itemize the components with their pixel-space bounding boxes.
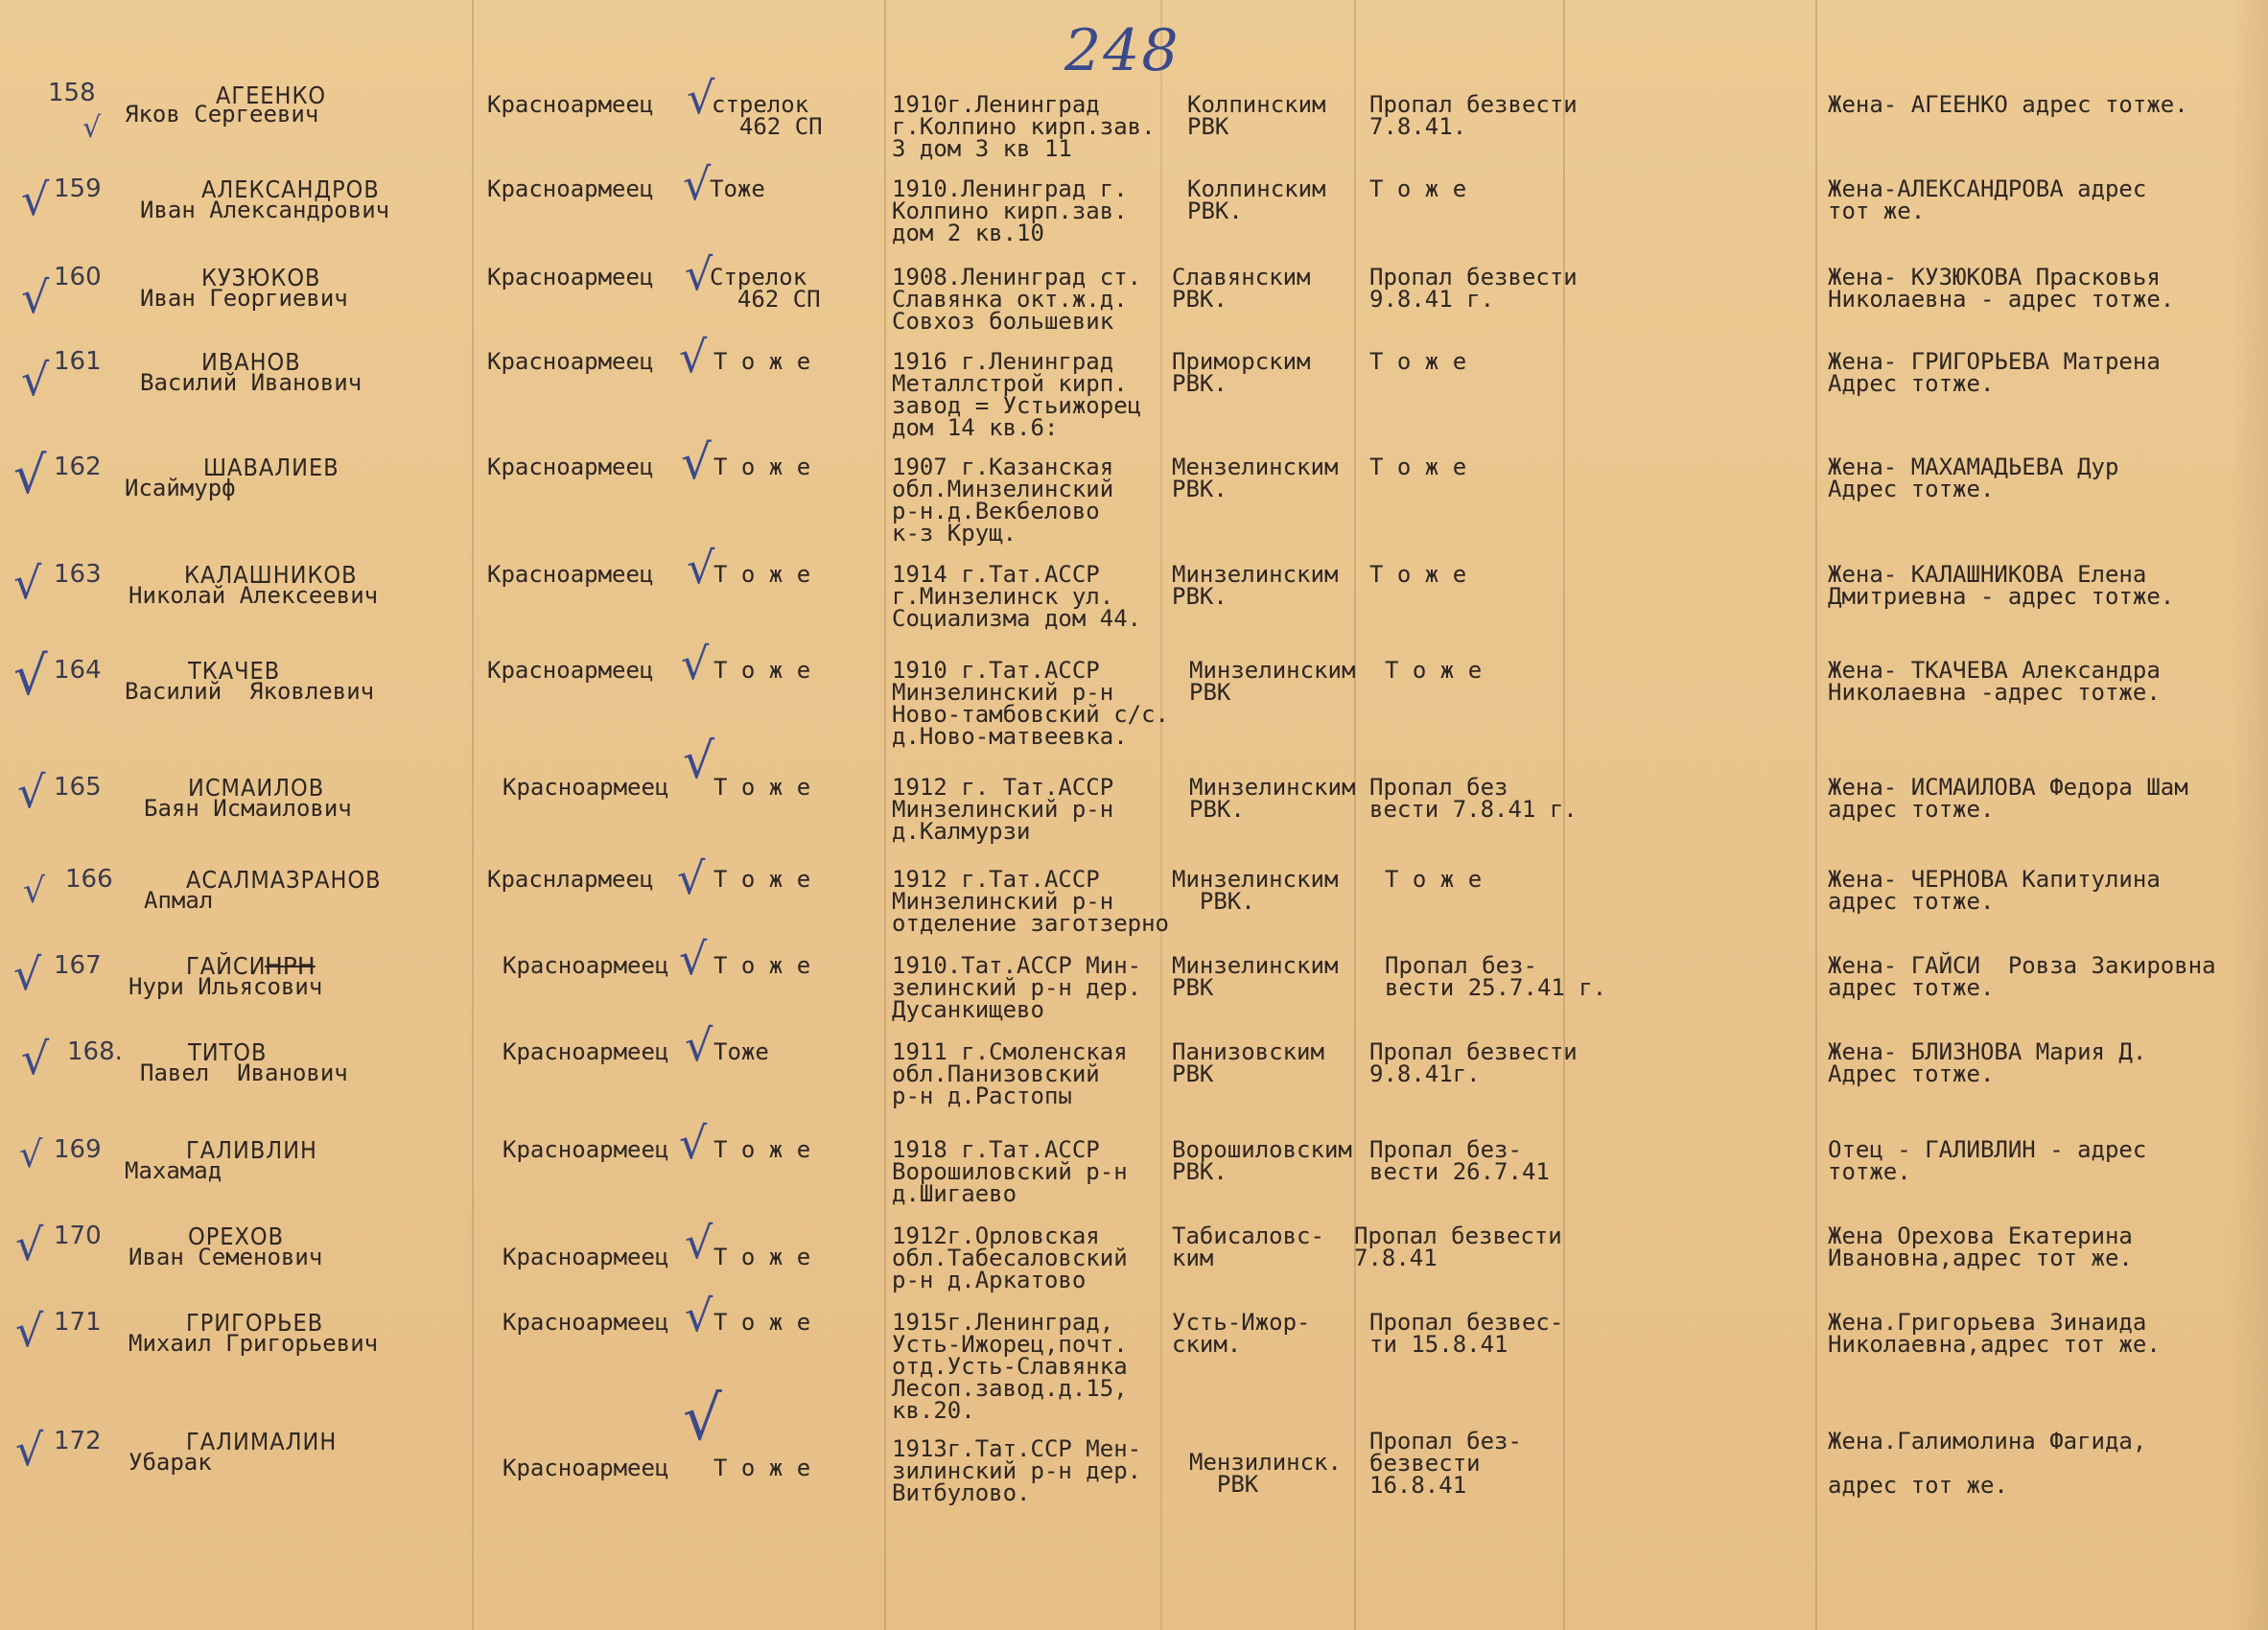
check-mark: √ — [19, 1133, 43, 1176]
rvk: Минзелинским РВК — [1172, 952, 1339, 1001]
row-number: 164 — [54, 656, 102, 685]
rank: Красноармеец — [487, 348, 654, 375]
check-mark: √ — [679, 933, 708, 985]
check-mark: √ — [677, 852, 706, 904]
surname: АГЕЕНКО — [216, 82, 327, 109]
relatives: Жена- КАЛАШНИКОВА Елена Дмитриевна - адрес тотже. — [1828, 561, 2175, 610]
surname: КАЛАШНИКОВ — [184, 561, 358, 589]
fate: Пропал безвести 7.8.41. — [1369, 91, 1578, 140]
rvk: Табисаловс- ким — [1172, 1222, 1324, 1271]
birth-address: 1910 г.Тат.АССР Минзелинский р-н Ново-тамбовский с/с. д.Ново-матвеевка. — [892, 657, 1169, 750]
position: Т о ж е — [713, 1309, 811, 1336]
row-number: 168. — [67, 1037, 123, 1066]
relatives: Жена- БЛИЗНОВА Мария Д. Адрес тотже. — [1828, 1038, 2147, 1087]
birth-address: 1912 г. Тат.АССР Минзелинский р-н д.Калмурзи — [892, 774, 1114, 845]
row-number: 158 — [48, 79, 96, 107]
relatives: Отец - ГАЛИВЛИН - адрес тотже. — [1828, 1136, 2147, 1185]
position: Т о ж е — [713, 561, 811, 588]
fate: Т о ж е — [1369, 454, 1467, 480]
check-mark: √ — [687, 542, 715, 594]
surname: АЛЕКСАНДРОВ — [201, 175, 380, 203]
birth-address: 1908.Ленинград ст. Славянка окт.ж.д. Совхоз большевик — [892, 264, 1142, 335]
birth-address: 1918 г.Тат.АССР Ворошиловский р-н д.Шигаево — [892, 1136, 1128, 1207]
rvk: Минзелинским РВК. — [1189, 774, 1356, 823]
check-mark: √ — [15, 1219, 44, 1270]
check-mark: √ — [13, 445, 47, 505]
check-mark: √ — [683, 733, 715, 790]
row-number: 159 — [54, 175, 102, 203]
given-names: Яков Сергеевич — [125, 101, 319, 128]
position: Тоже — [713, 1038, 769, 1065]
position: Тоже — [710, 175, 765, 202]
birth-address: 1912г.Орловская обл.Табесаловский р-н д.Аркатово — [892, 1222, 1128, 1293]
row-number: 166 — [65, 865, 113, 894]
column-rule — [1160, 0, 1162, 1630]
birth-address: 1910г.Ленинград г.Колпино кирп.зав. 3 дом 3 кв 11 — [892, 91, 1156, 162]
rvk: Мензелинским РВК. — [1172, 454, 1339, 502]
surname: ГАЙСИ — [186, 952, 267, 980]
relatives: Жена- АГЕЕНКО адрес тотже. — [1828, 91, 2188, 118]
position: Т о ж е — [713, 952, 811, 979]
rank: Красноармеец — [487, 264, 654, 291]
row-number: 160 — [54, 263, 102, 291]
surname: ГРИГОРЬЕВ — [186, 1309, 324, 1337]
fate: Пропал безвести 7.8.41 — [1354, 1222, 1562, 1271]
fate: Пропал без- безвести 16.8.41 — [1369, 1428, 1522, 1499]
given-names: Николай Алексеевич — [129, 582, 379, 609]
surname: ТКАЧЕВ — [188, 657, 281, 685]
rank: Красноармеец — [487, 657, 654, 684]
surname: АСАЛМАЗРАНОВ — [186, 866, 382, 894]
check-mark: √ — [683, 158, 712, 210]
check-mark: √ — [23, 872, 45, 911]
birth-address: 1912 г.Тат.АССР Минзелинский р-н отделение заготзерно — [892, 866, 1169, 937]
fate: Пропал безвес- ти 15.8.41 — [1369, 1309, 1564, 1358]
row-number: 170 — [54, 1222, 102, 1250]
page-number: 248 — [1064, 17, 1181, 84]
rvk: Мензилинск. РВК — [1189, 1449, 1342, 1498]
relatives: Жена- КУЗЮКОВА Прасковья Николаевна - адрес тотже. — [1828, 264, 2175, 313]
fate: Т о ж е — [1369, 348, 1467, 375]
rank: Красноармеец — [503, 952, 669, 979]
row-number: 165 — [54, 773, 102, 802]
row-number: 172 — [54, 1427, 102, 1455]
fate: Т о ж е — [1385, 866, 1483, 893]
birth-address: 1916 г.Ленинград Металлстрой кирп. завод = Устьижорец дом 14 кв.6: — [892, 348, 1142, 441]
given-names: Иван Георгиевич — [140, 285, 348, 312]
rank: Красноармеец — [487, 561, 654, 588]
relatives: Жена.Григорьева Зинаида Николаевна,адрес тот же. — [1828, 1309, 2161, 1358]
check-mark: √ — [21, 174, 50, 225]
rank: Красноармеец — [503, 774, 669, 801]
fate: Пропал безвести 9.8.41г. — [1369, 1038, 1578, 1087]
fate: Т о ж е — [1385, 657, 1483, 684]
row-number: 169 — [54, 1135, 102, 1164]
birth-address: 1915г.Ленинград, Усть-Ижорец,почт. отд.Усть-Славянка Лесоп.завод.д.15, кв.20. — [892, 1309, 1128, 1424]
rvk: Минзелинским РВК — [1189, 657, 1356, 706]
surname: ИСМАИЛОВ — [188, 774, 325, 802]
birth-address: 1913г.Тат.ССР Мен- зилинский р-н дер. Витбулово. — [892, 1435, 1142, 1506]
column-rule — [472, 0, 474, 1630]
rank: Красноармеец — [503, 1038, 669, 1065]
check-mark: √ — [685, 248, 713, 300]
rvk: Славянским РВК. — [1172, 264, 1311, 313]
rvk: Минзелинским РВК. — [1172, 561, 1339, 610]
check-mark: √ — [683, 1384, 722, 1455]
position: Т о ж е — [713, 348, 811, 375]
surname: ОРЕХОВ — [188, 1222, 285, 1250]
check-mark: √ — [13, 948, 42, 1000]
row-number: 161 — [54, 347, 102, 376]
rank: Краснлармеец — [487, 866, 654, 893]
check-mark: √ — [681, 434, 712, 490]
check-mark: √ — [681, 638, 710, 689]
relatives: Жена.Галимолина Фагида, адрес тот же. — [1828, 1428, 2147, 1499]
check-mark: √ — [21, 271, 50, 323]
rvk: Приморским РВК. — [1172, 348, 1311, 397]
check-mark: √ — [17, 766, 46, 818]
check-mark: √ — [679, 331, 708, 383]
rank: Красноармеец — [487, 91, 654, 118]
given-names: Исаймурф — [125, 475, 236, 501]
check-mark: √ — [21, 1033, 50, 1084]
rvk: Усть-Ижор- ским. — [1172, 1309, 1311, 1358]
surname: ГАЛИВЛИН — [186, 1136, 317, 1164]
relatives: Жена-АЛЕКСАНДРОВА адрес тот же. — [1828, 175, 2147, 224]
relatives: Жена- МАХАМАДЬЕВА Дур Адрес тотже. — [1828, 454, 2119, 502]
struck-out-text: НРН — [265, 952, 316, 980]
check-mark: √ — [13, 645, 48, 708]
given-names: Баян Исмаилович — [144, 795, 352, 822]
given-names: Иван Семенович — [129, 1244, 323, 1270]
check-mark: √ — [687, 72, 715, 124]
given-names: Павел Иванович — [140, 1060, 348, 1086]
column-rule — [1815, 0, 1817, 1630]
row-number: 163 — [54, 560, 102, 589]
fate: Пропал без вести 7.8.41 г. — [1369, 774, 1578, 823]
relatives: Жена- ТКАЧЕВА Александра Николаевна -адрес тотже. — [1828, 657, 2161, 706]
fate: Т о ж е — [1369, 175, 1467, 202]
row-number: 162 — [54, 453, 102, 481]
surname: ТИТОВ — [188, 1038, 268, 1066]
given-names: Василий Иванович — [140, 369, 362, 396]
position: стрелок 462 СП — [712, 91, 823, 140]
rvk: Колпинским РВК. — [1187, 175, 1326, 224]
rank: Красноармеец — [503, 1309, 669, 1336]
fate: Пропал безвести 9.8.41 г. — [1369, 264, 1578, 313]
rvk: Минзелинским РВК. — [1172, 866, 1339, 915]
relatives: Жена Орехова Екатерина Ивановна,адрес тот же. — [1828, 1222, 2133, 1271]
rank: Красноармеец — [503, 1244, 669, 1270]
position: Т о ж е — [713, 1455, 811, 1481]
birth-address: 1911 г.Смоленская обл.Панизовский р-н д.Растопы — [892, 1038, 1128, 1109]
relatives: Жена- ГРИГОРЬЕВА Матрена Адрес тотже. — [1828, 348, 2161, 397]
check-mark: √ — [685, 1290, 713, 1341]
row-number: 167 — [54, 951, 102, 980]
fate: Т о ж е — [1369, 561, 1467, 588]
given-names: Михаил Григорьевич — [129, 1330, 379, 1357]
position: Т о ж е — [713, 1244, 811, 1270]
relatives: Жена- ИСМАИЛОВА Федора Шам адрес тотже. — [1828, 774, 2188, 823]
rank: Красноармеец — [487, 175, 654, 202]
rvk: Колпинским РВК — [1187, 91, 1326, 140]
position: Т о ж е — [713, 866, 811, 893]
relatives: Жена- ЧЕРНОВА Капитулина адрес тотже. — [1828, 866, 2161, 915]
given-names: Иван Александрович — [140, 197, 390, 223]
check-mark: √ — [82, 111, 102, 145]
check-mark: √ — [15, 1305, 44, 1357]
sheet-edge-shadow — [2230, 0, 2268, 1630]
row-number: 171 — [54, 1308, 102, 1337]
position: Стрелок 462 СП — [710, 264, 821, 313]
surname: ГАЛИМАЛИН — [186, 1428, 338, 1455]
given-names: Апмал — [144, 887, 214, 914]
check-mark: √ — [685, 1019, 713, 1071]
rank: Красноармеец — [503, 1455, 669, 1481]
birth-address: 1910.Тат.АССР Мин- зелинский р-н дер. Дусанкищево — [892, 952, 1142, 1023]
check-mark: √ — [679, 1117, 708, 1169]
position: Т о ж е — [713, 1136, 811, 1163]
check-mark: √ — [15, 1424, 44, 1476]
column-rule — [884, 0, 886, 1630]
fate: Пропал без- вести 26.7.41 — [1369, 1136, 1550, 1185]
fate: Пропал без- вести 25.7.41 г. — [1385, 952, 1607, 1001]
given-names: Махамад — [125, 1157, 222, 1184]
birth-address: 1914 г.Тат.АССР г.Минзелинск ул. Социализма дом 44. — [892, 561, 1142, 632]
birth-address: 1910.Ленинград г. Колпино кирп.зав. дом 2 кв.10 — [892, 175, 1128, 246]
position: Т о ж е — [713, 454, 811, 480]
check-mark: √ — [21, 354, 50, 406]
check-mark: √ — [13, 557, 42, 609]
given-names: Василий Яковлевич — [125, 678, 375, 705]
birth-address: 1907 г.Казанская обл.Минзелинский р-н.д.Векбелово к-з Крущ. — [892, 454, 1114, 547]
rvk: Панизовским РВК — [1172, 1038, 1324, 1087]
surname: ИВАНОВ — [201, 348, 301, 376]
position: Т о ж е — [713, 657, 811, 684]
given-names: Убарак — [129, 1449, 212, 1476]
rvk: Ворошиловским РВК. — [1172, 1136, 1352, 1185]
surname: ШАВАЛИЕВ — [203, 454, 339, 481]
position: Т о ж е — [713, 774, 811, 801]
rank: Красноармеец — [487, 454, 654, 480]
check-mark: √ — [685, 1217, 713, 1269]
rank: Красноармеец — [503, 1136, 669, 1163]
surname: КУЗЮКОВ — [201, 264, 321, 291]
given-names: Нури Ильясович — [129, 973, 323, 1000]
relatives: Жена- ГАЙСИ Ровза Закировна адрес тотже. — [1828, 952, 2216, 1001]
